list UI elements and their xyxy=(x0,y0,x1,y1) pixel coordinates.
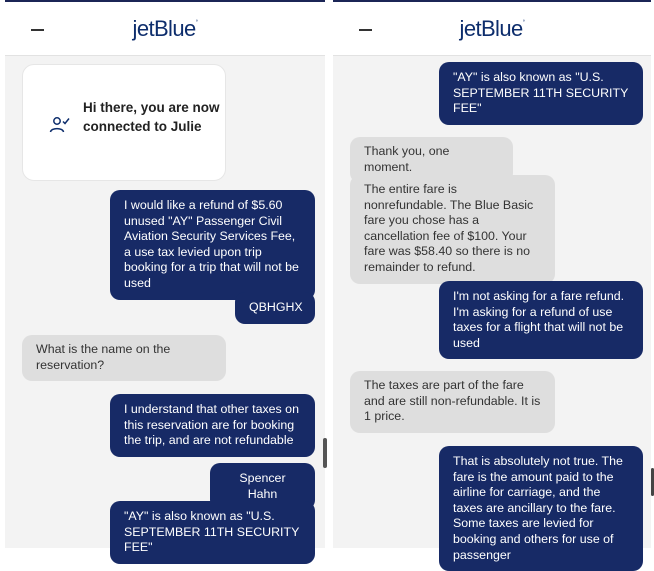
message-bubble-user: I understand that other taxes on this reservation are for booking the trip, and are not refundable xyxy=(110,394,315,457)
message-bubble-agent: The entire fare is nonrefundable. The Blue Basic fare you chose has a cancellation fee of $100. Your fare was $58.40 so there is no remainder to refund. xyxy=(350,175,555,284)
message-bubble-user: I would like a refund of $5.60 unused "AY" Passenger Civil Aviation Security Services Fee, a use tax levied upon trip booking for a trip that will not be used xyxy=(110,190,315,300)
agent-connected-icon xyxy=(49,115,71,135)
brand-logo: jetBlue° xyxy=(132,16,198,41)
chat-header xyxy=(5,0,325,56)
message-bubble-agent: Thank you, one moment. xyxy=(350,137,513,183)
welcome-text: Hi there, you are now connected to Julie xyxy=(83,100,220,134)
message-bubble-user: I'm not asking for a fare refund. I'm asking for a refund of use taxes for a flight that will not be used xyxy=(439,281,643,359)
message-bubble-agent: What is the name on the reservation? xyxy=(22,335,226,381)
message-bubble-user: Spencer Hahn xyxy=(210,463,315,510)
scrollbar-thumb[interactable] xyxy=(323,438,327,468)
message-bubble-user: "AY" is also known as "U.S. SEPTEMBER 11TH SECURITY FEE" xyxy=(110,501,315,564)
chat-panel-left xyxy=(5,0,325,555)
welcome-card xyxy=(22,64,226,181)
message-bubble-user: QBHGHX xyxy=(235,292,315,324)
chat-panel-right xyxy=(333,0,651,562)
chat-header xyxy=(333,0,651,56)
message-bubble-user: That is absolutely not true. The fare is the amount paid to the airline for carriage, and the taxes are ancillary to the fare. Some taxes are levied for booking and others for use of passenger xyxy=(439,446,643,571)
brand-logo: jetBlue° xyxy=(459,16,525,41)
message-bubble-user: "AY" is also known as "U.S. SEPTEMBER 11TH SECURITY FEE" xyxy=(439,62,643,125)
message-bubble-agent: The taxes are part of the fare and are still non-refundable. It is 1 price. xyxy=(350,371,555,433)
